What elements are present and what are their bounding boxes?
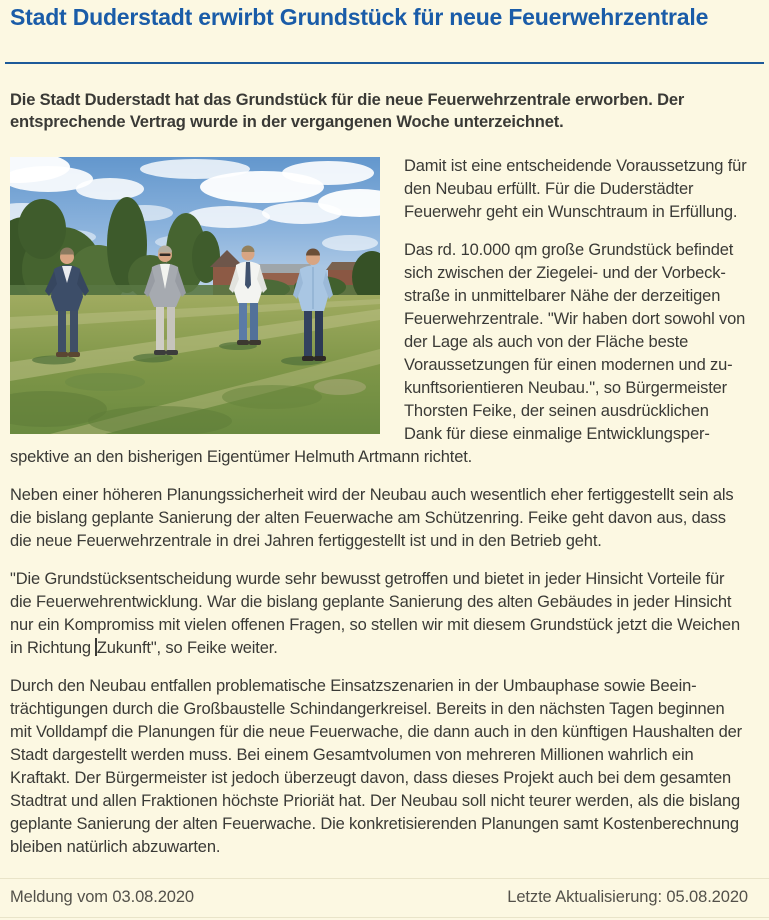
article-body [10, 155, 748, 874]
paragraph-5: Durch den Neubau entfallen problematische Einsatzszenarien in der Umbauphase sowie Beeinträchtigungen durch die Großbaustelle Schindangerkreisel. Bereits in den nächsten Tagen beginnen mit Volldampf die Planungen für die neue Feuerwache, die dann auch in den künftigen Haushalten der Stadt dargestellt werden muss. Bei einem Gesamtvolumen von mehreren Millionen wahrlich ein Kraftakt. Der Bürgermeister ist jedoch überzeugt davon, dass dieses Projekt auch bei dem gesamten Stadtrat und allen Fraktionen höchste Prioriät hat. Der Neubau soll nicht teurer werden, als die bislang geplante Sanierung der alten Feuerwache. Die konkretisierenden Planungen samt Kostenberechnung bleiben natürlich abzuwarten. [10, 677, 742, 856]
article-photo-illustration [10, 157, 380, 434]
lead-paragraph: Die Stadt Duderstadt hat das Grundstück für die neue Feuerwehrzentrale erworben. Der entsprechende Vertrag wurde in der vergangenen Woche unterzeichnet. [10, 91, 685, 131]
last-updated-date: Letzte Aktualisierung: 05.08.2020 [507, 888, 748, 906]
article-meta-footer [0, 878, 769, 918]
paragraph-2: Das rd. 10.000 qm große Grundstück befindet sich zwischen der Ziegelei- und der Vorbeckstraße in unmittelbarer Nähe der derzeitigen Feuerwehrzentrale. "Wir haben dort sowohl von der Lage als auch von der Fläche beste Voraussetzungen für einen modernen und zukunftsorientieren Neubau.", so Bürgermeister Thorsten Feike, der seinen ausdrücklichen Dank für diese einmalige Entwicklungsperspektive an den bisherigen Eigentümer Helmuth Artmann richtet. [10, 241, 746, 466]
title-divider [5, 62, 764, 64]
paragraph-1: Damit ist eine entscheidende Voraussetzung für den Neubau erfüllt. Für die Duderstädter Feuerwehr geht ein Wunschtraum in Erfüllung. [404, 157, 747, 221]
paragraph-3: Neben einer höheren Planungssicherheit wird der Neubau auch wesentlich eher fertiggestellt sein als die bislang geplante Sanierung der alten Feuerwache am Schützenring. Feike geht davon aus, dass die neue Feuerwehrzentrale in drei Jahren fertiggestellt ist und in den Betrieb geht. [10, 486, 734, 550]
page-title: Stadt Duderstadt erwirbt Grundstück für neue Feuerwehrzentrale [10, 4, 709, 30]
article-page [0, 3, 769, 920]
article-container [0, 3, 769, 874]
article-photo [10, 157, 380, 434]
paragraph-4 [10, 568, 748, 660]
published-date: Meldung vom 03.08.2020 [10, 888, 195, 906]
paragraph-4-before-cursor: "Die Grundstücksentscheidung wurde sehr bewusst getroffen und bietet in jeder Hinsicht Vorteile für die Feuerwehrentwicklung. War die bislang geplante Sanierung des alten Gebäudes in jeder Hinsicht nur ein Kompromiss mit vielen offenen Fragen, so stellen wir mit diesem Grundstück jetzt die Weichen in Richtung [10, 570, 740, 657]
paragraph-4-after-cursor: Zukunft", so Feike weiter. [96, 639, 278, 657]
